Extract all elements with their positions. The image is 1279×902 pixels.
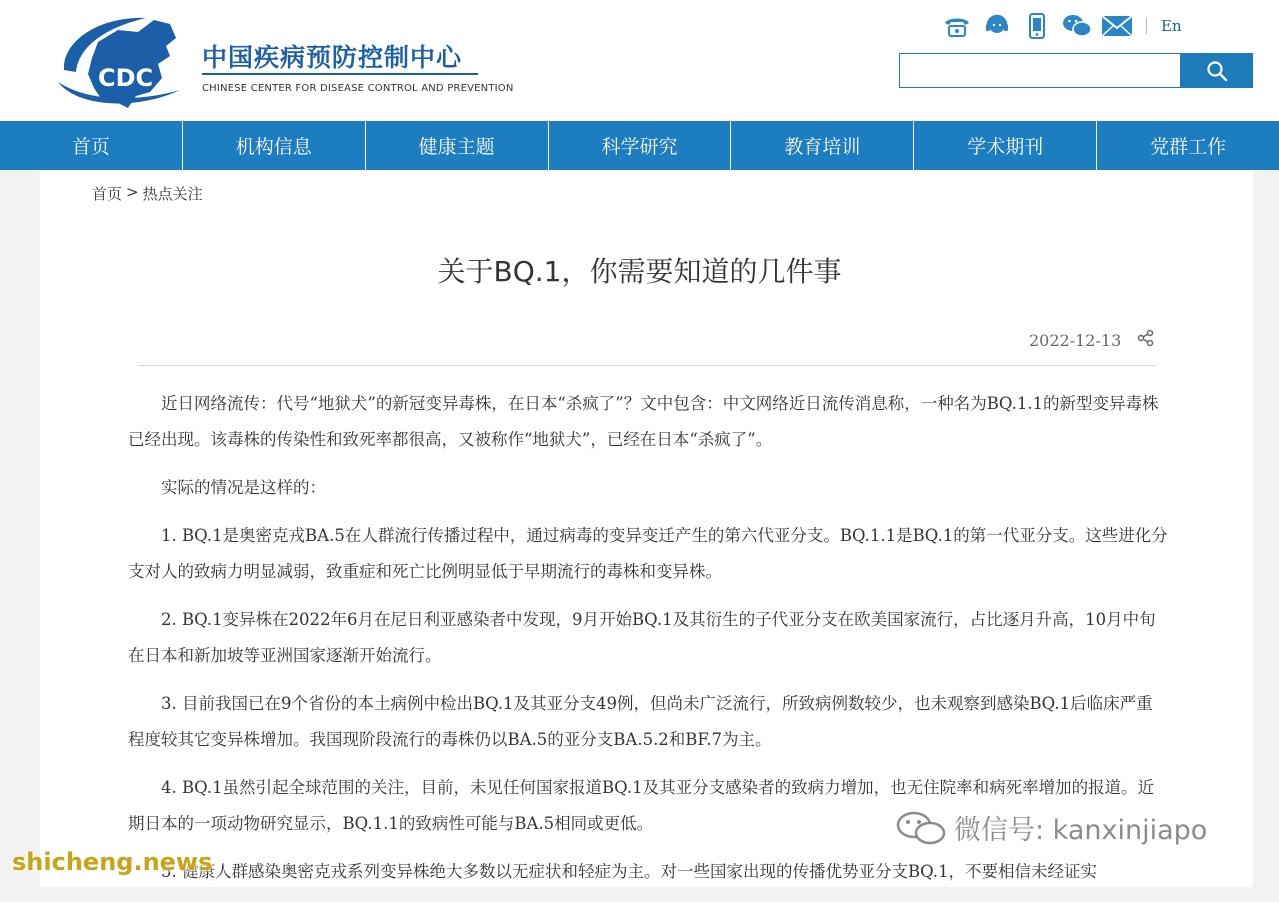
search-box xyxy=(899,53,1181,88)
nav-item-research[interactable]: 科学研究 xyxy=(549,121,732,170)
article-paragraph: 4. BQ.1虽然引起全球范围的关注，目前，未见任何国家报道BQ.1及其亚分支感染者的致病力增加，也无住院率和病死率增加的报道。近期日本的一项动物研究显示，BQ.1.1的致病性可能与BA.5相同或更低。 xyxy=(128,778,1155,833)
wechat-watermark-text: 微信号: kanxinjiapo xyxy=(954,815,1208,846)
nav-item-health-topics[interactable]: 健康主题 xyxy=(366,121,549,170)
article-date: 2022-12-13 xyxy=(1029,330,1122,350)
article-paragraph: 实际的情况是这样的： xyxy=(161,478,326,497)
customer-service-icon[interactable] xyxy=(980,12,1014,40)
language-switch-link[interactable]: En xyxy=(1161,17,1182,35)
breadcrumb xyxy=(92,183,203,204)
share-icon[interactable] xyxy=(1137,329,1155,351)
article-paragraph: 2. BQ.1变异株在2022年6月在尼日利亚感染者中发现，9月开始BQ.1及其衍生的子代亚分支在欧美国家流行，占比逐月升高，10月中旬在日本和新加坡等亚洲国家逐渐开始流行。 xyxy=(128,610,1156,665)
nav-item-party-work[interactable]: 党群工作 xyxy=(1150,136,1227,158)
wechat-watermark xyxy=(896,808,1207,847)
title-divider xyxy=(138,365,1156,366)
breadcrumb-home-link[interactable]: 首页 xyxy=(92,185,123,203)
main-nav xyxy=(0,121,1279,170)
utility-divider xyxy=(1146,18,1147,34)
logo-text: CDC xyxy=(98,64,154,92)
article-paragraph: 近日网络流传：代号“地狱犬”的新冠变异毒株，在日本“杀疯了”？文中包含：中文网络近日流传消息称，一种名为BQ.1.1的新型变异毒株已经出现。该毒株的传染性和致死率都很高，又被称作“地狱犬”，已经在日本“杀疯了”。 xyxy=(128,394,1159,449)
phone-icon[interactable] xyxy=(940,12,974,40)
wechat-watermark-icon xyxy=(896,810,948,846)
site-name-en: CHINESE CENTER FOR DISEASE CONTROL AND PREVENTION xyxy=(202,83,514,94)
nav-item-about[interactable]: 机构信息 xyxy=(183,121,366,170)
article-meta xyxy=(1029,329,1155,351)
breadcrumb-separator: > xyxy=(126,183,139,201)
site-header xyxy=(0,0,1279,121)
site-watermark: shicheng.news xyxy=(12,848,213,876)
cdc-logo[interactable] xyxy=(58,12,186,112)
article-paragraph: 3. 目前我国已在9个省份的本土病例中检出BQ.1及其亚分支49例，但尚未广泛流行，所致病例数较少，也未观察到感染BQ.1后临床严重程度较其它变异株增加。我国现阶段流行的毒株仍以BA.5的亚分支BA.5.2和BF.7为主。 xyxy=(128,694,1153,749)
article-paragraph: 5. 健康人群感染奥密克戎系列变异株绝大多数以无症状和轻症为主。对一些国家出现的传播优势亚分支BQ.1，不要相信未经证实 xyxy=(161,862,1098,881)
article-paragraph: 1. BQ.1是奥密克戎BA.5在人群流行传播过程中，通过病毒的变异变迁产生的第六代亚分支。BQ.1.1是BQ.1的第一代亚分支。这些进化分支对人的致病力明显减弱，致重症和死亡比例明显低于早期流行的毒株和变异株。 xyxy=(128,526,1168,581)
search-icon xyxy=(1206,60,1228,82)
wechat-icon[interactable] xyxy=(1060,12,1094,40)
email-icon[interactable] xyxy=(1100,12,1134,40)
top-utility-bar xyxy=(940,12,1182,40)
site-name-cn: 中国疾病预防控制中心 xyxy=(202,43,463,72)
search-button[interactable] xyxy=(1181,53,1253,88)
search-input[interactable] xyxy=(900,54,1180,87)
nav-item-journals[interactable]: 学术期刊 xyxy=(914,121,1097,170)
breadcrumb-current[interactable]: 热点关注 xyxy=(142,185,203,203)
article-title: 关于BQ.1，你需要知道的几件事 xyxy=(437,255,842,288)
logo-divider xyxy=(202,73,478,75)
nav-item-home[interactable]: 首页 xyxy=(0,121,183,170)
mobile-icon[interactable] xyxy=(1020,12,1054,40)
nav-item-education[interactable]: 教育培训 xyxy=(731,121,914,170)
